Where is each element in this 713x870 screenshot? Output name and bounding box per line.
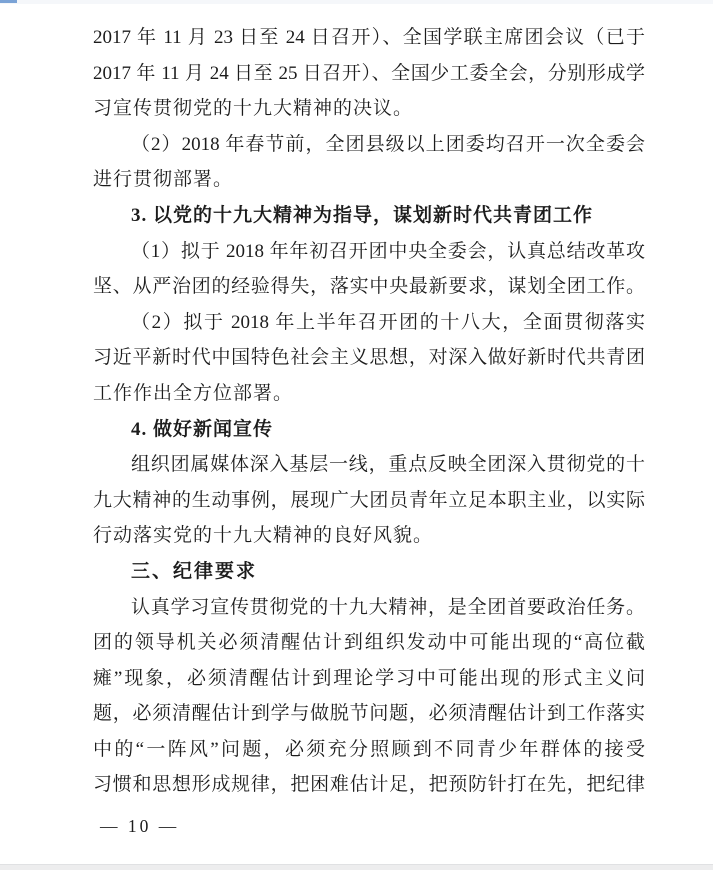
page-number: — 10 — bbox=[100, 816, 180, 836]
text-line: 行动落实党的十九大精神的良好风貌。 bbox=[93, 525, 434, 547]
text-line: 瘫”现象，必须清醒估计到理论学习中可能出现的形式主义问 bbox=[93, 667, 645, 689]
text-line: 坚、从严治团的经验得失，落实中央最新要求，谋划全团工作。 bbox=[93, 276, 645, 298]
text-line: 2017 年 11 月 24 日至 25 日召开）、全国少工委全会，分别形成学 bbox=[93, 62, 645, 84]
text-line: 工作作出全方位部署。 bbox=[93, 382, 294, 404]
bottom-edge-band bbox=[0, 864, 713, 870]
text-line: 团的领导机关必须清醒估计到组织发动中可能出现的“高位截 bbox=[93, 632, 645, 654]
text-line: 组织团属媒体深入基层一线，重点反映全团深入贯彻党的十 bbox=[131, 454, 645, 476]
text-line: 题，必须清醒估计到学与做脱节问题，必须清醒估计到工作落实 bbox=[93, 703, 645, 725]
top-edge-band bbox=[0, 0, 713, 4]
text-line: 2017 年 11 月 23 日至 24 日召开）、全国学联主席团会议（已于 bbox=[93, 27, 645, 48]
text-block bbox=[93, 20, 645, 803]
text-line: 习惯和思想形成规律，把困难估计足，把预防针打在先，把纪律 bbox=[93, 774, 645, 796]
text-line: 习近平新时代中国特色社会主义思想，对深入做好新时代共青团 bbox=[93, 347, 645, 369]
text-line: 习宣传贯彻党的十九大精神的决议。 bbox=[93, 98, 414, 120]
section-heading: 3. 以党的十九大精神为指导，谋划新时代共青团工作 bbox=[131, 204, 594, 226]
text-line: （2）拟于 2018 年上半年召开团的十八大，全面贯彻落实 bbox=[131, 311, 645, 333]
text-line: 进行贯彻部署。 bbox=[93, 169, 234, 191]
text-line: 中的“一阵风”问题，必须充分照顾到不同青少年群体的接受 bbox=[93, 738, 645, 760]
text-line: （1）拟于 2018 年年初召开团中央全委会，认真总结改革攻 bbox=[131, 240, 645, 262]
text-line: 九大精神的生动事例，展现广大团员青年立足本职主业，以实际 bbox=[93, 489, 645, 511]
chapter-heading: 三、纪律要求 bbox=[131, 560, 258, 582]
top-left-accent-strip bbox=[0, 0, 17, 3]
section-heading: 4. 做好新闻宣传 bbox=[131, 418, 274, 440]
text-line: （2）2018 年春节前，全团县级以上团委均召开一次全委会 bbox=[131, 133, 645, 155]
text-line: 认真学习宣传贯彻党的十九大精神，是全团首要政治任务。 bbox=[131, 596, 645, 618]
